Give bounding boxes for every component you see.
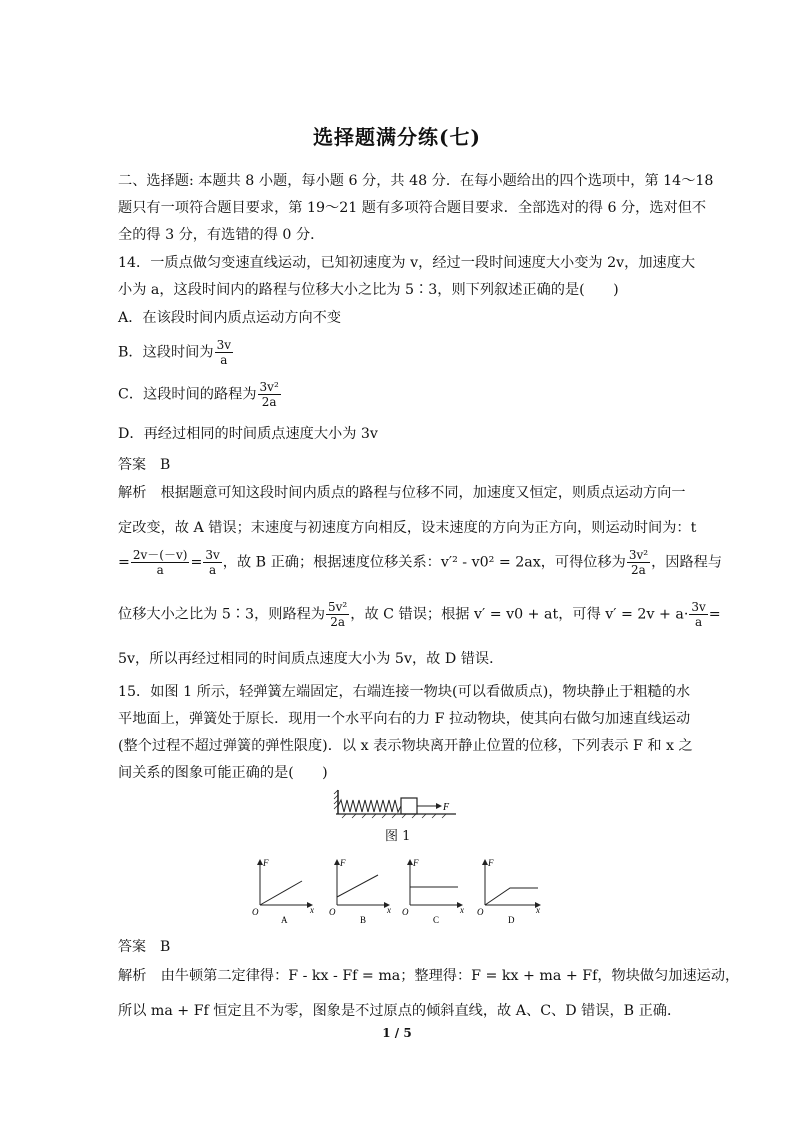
q15-stem-line-1: 15．如图 1 所示，轻弹簧左端固定，右端连接一物块(可以看做质点)，物块静止于粗糙的水 bbox=[118, 684, 691, 700]
svg-text:O: O bbox=[329, 907, 336, 917]
fraction-numerator: 5v² bbox=[328, 600, 348, 614]
q14-option-c-text: C．这段时间的路程为 bbox=[118, 386, 257, 403]
svg-text:O: O bbox=[252, 907, 259, 917]
intro-line-3: 全的得 3 分，有选错的得 0 分． bbox=[118, 227, 325, 243]
svg-text:D: D bbox=[508, 915, 515, 925]
intro-line-1: 二、选择题: 本题共 8 小题，每小题 6 分，共 48 分．在每小题给出的四个选项中，第 14～18 bbox=[118, 173, 714, 189]
fraction-numerator: 3v² bbox=[628, 548, 649, 562]
svg-text:x: x bbox=[536, 905, 540, 915]
fraction-denominator: a bbox=[156, 563, 164, 577]
q14-analysis-line-1: 解析 根据题意可知这段时间内质点的路程与位移不同，加速度又恒定，则质点运动方向一 bbox=[118, 485, 686, 501]
svg-text:B: B bbox=[360, 915, 367, 925]
graph-d-line bbox=[485, 888, 538, 905]
intro-line-2: 题只有一项符合题目要求，第 19～21 题有多项符合题目要求．全部选对的得 6 分，选对但不 bbox=[118, 200, 707, 216]
fraction-denominator: 2a bbox=[631, 563, 646, 577]
graph-a bbox=[252, 858, 314, 925]
analysis-text: ，因路程与 bbox=[651, 554, 723, 571]
q14-option-a: A．在该段时间内质点运动方向不变 bbox=[118, 310, 342, 326]
svg-text:x: x bbox=[387, 905, 391, 915]
figure-caption: 图 1 bbox=[385, 829, 411, 844]
q15-stem-line-3: (整个过程不超过弹簧的弹性限度)．以 x 表示物块离开静止位置的位移，下列表示 F 和 x 之 bbox=[118, 738, 693, 754]
fraction-denominator: a bbox=[220, 353, 228, 367]
time-fraction bbox=[131, 548, 190, 577]
spring-icon bbox=[338, 800, 401, 812]
page-number: 1 / 5 bbox=[382, 1026, 412, 1040]
displacement-fraction bbox=[627, 548, 650, 577]
q14-option-b bbox=[118, 338, 234, 367]
fraction-numerator: 3v bbox=[691, 600, 706, 614]
fraction-denominator: a bbox=[208, 563, 217, 577]
svg-text:F: F bbox=[413, 858, 419, 868]
q14-option-c-fraction bbox=[258, 380, 281, 409]
q15-analysis-line-2: 所以 ma + Ff 恒定且不为零，图象是不过原点的倾斜直线，故 A、C、D 错误，B 正确． bbox=[118, 1003, 682, 1019]
time-result-fraction bbox=[203, 548, 221, 577]
q15-analysis-line-1: 解析 由牛顿第二定律得：F - kx - Ff = ma；整理得：F = kx + ma + Ff，物块做匀加速运动， bbox=[118, 968, 740, 984]
equals-sign: = bbox=[190, 554, 203, 571]
graph-b-line bbox=[337, 875, 378, 897]
graph-c bbox=[402, 858, 464, 925]
svg-text:x: x bbox=[460, 905, 464, 915]
q14-option-d: D．再经过相同的时间质点速度大小为 3v bbox=[118, 426, 378, 442]
q15-stem-line-4: 间关系的图象可能正确的是( ) bbox=[118, 765, 328, 781]
fraction-numerator: 2v－(－v) bbox=[132, 548, 188, 562]
q14-option-b-fraction bbox=[215, 338, 233, 367]
svg-text:A: A bbox=[281, 915, 288, 925]
fraction-denominator: a bbox=[694, 615, 703, 629]
force-arrow-icon bbox=[436, 803, 442, 809]
analysis-text: 位移大小之比为 5∶3，则路程为 bbox=[118, 606, 326, 623]
svg-text:x: x bbox=[310, 905, 314, 915]
fraction-denominator: 2a bbox=[330, 615, 346, 629]
graph-a-line bbox=[260, 881, 302, 905]
q14-option-b-text: B．这段时间为 bbox=[118, 344, 214, 361]
force-label: F bbox=[443, 802, 450, 813]
svg-text:O: O bbox=[402, 907, 409, 917]
svg-text:F: F bbox=[340, 858, 346, 868]
analysis-text: ，故 C 错误；根据 v′ = v0 + at，可得 v′ = 2v + a· bbox=[350, 606, 689, 623]
q14-option-c bbox=[118, 380, 282, 409]
q14-analysis-line-2: 定改变，故 A 错误；末速度与初速度方向相反，设末速度的方向为正方向，则运动时间为：t bbox=[118, 520, 697, 536]
q14-stem-line-2: 小为 a，这段时间内的路程与位移大小之比为 5∶3，则下列叙述正确的是( ) bbox=[118, 282, 619, 298]
page-title: 选择题满分练(七) bbox=[313, 125, 481, 149]
block-icon bbox=[401, 798, 417, 814]
distance-fraction bbox=[326, 600, 349, 629]
fraction-numerator: 3v bbox=[216, 338, 231, 352]
svg-text:F: F bbox=[488, 858, 494, 868]
graph-b bbox=[329, 858, 391, 925]
analysis-text: ，故 B 正确；根据速度位移关系：v′² - v0² = 2ax，可得位移为 bbox=[222, 554, 626, 571]
q15-stem-line-2: 平地面上，弹簧处于原长．现用一个水平向右的力 F 拉动物块，使其向右做匀加速直线运动 bbox=[118, 711, 691, 727]
equals-sign: = bbox=[708, 606, 721, 623]
graph-options bbox=[250, 855, 550, 927]
q14-analysis-line-4 bbox=[118, 600, 721, 629]
q15-answer: 答案 B bbox=[118, 939, 171, 955]
graph-d bbox=[477, 858, 540, 925]
q14-stem-line-1: 14．一质点做匀变速直线运动，已知初速度为 v，经过一段时间速度大小变为 2v，加速度大 bbox=[118, 255, 696, 271]
q14-analysis-line-3 bbox=[118, 548, 722, 577]
fraction-denominator: 2a bbox=[261, 395, 277, 409]
svg-text:F: F bbox=[263, 858, 269, 868]
equals-sign: = bbox=[118, 554, 130, 571]
q14-analysis-line-5: 5v，所以再经过相同的时间质点速度大小为 5v，故 D 错误． bbox=[118, 651, 504, 667]
spring-block-figure bbox=[330, 786, 460, 822]
svg-text:O: O bbox=[477, 907, 484, 917]
q14-answer: 答案 B bbox=[118, 457, 171, 473]
svg-text:C: C bbox=[433, 915, 440, 925]
fraction-numerator: 3v bbox=[205, 548, 220, 562]
velocity-fraction bbox=[689, 600, 707, 629]
fraction-numerator: 3v² bbox=[259, 380, 279, 394]
